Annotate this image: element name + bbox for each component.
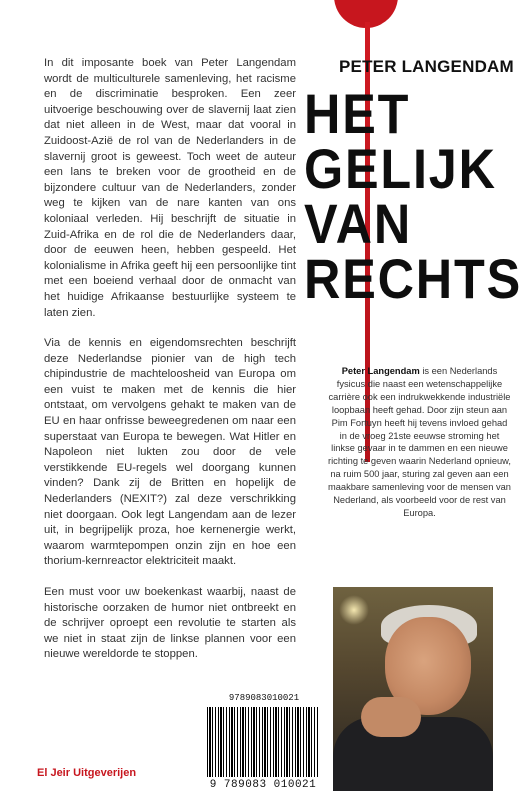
author-photo xyxy=(333,587,493,791)
author-bio xyxy=(328,365,511,520)
publisher-name: El Jeir Uitgeverijen xyxy=(37,767,137,779)
isbn-number-top: 9789083010021 xyxy=(228,693,300,703)
back-cover-blurb xyxy=(44,56,296,678)
bio-author-name: Peter Langendam xyxy=(341,366,420,376)
blurb-paragraph-1: In dit imposante boek van Peter Langendam wordt de multiculturele samenleving, het racisme en de discriminatie besproken. Een zeer uitvoerige beschouwing over de slavernij laat zien dat niet alleen in de West, maar dat vooral in Zuidoost-Azië de rol van de Nederlanders in de slavernij groot is geweest. Toch weet de auteur een lans te breken voor de grootheid en de bijzondere cultuur van de Nederlanders, zonder weg te kijken van de nare kanten van ons koloniaal verleden. Hij beschrijft de situatie in Zuid-Afrika en de rol die de Nederlanders daar, door de eeuwen heen, hebben gespeeld. Het kolonialisme in Afrika geeft hij een persoonlijke tint met een boeiend verhaal door de onmacht van het huidige Afrikaanse bestuurlijke systeem te laten zien. xyxy=(44,57,296,319)
title-line-2: GELIJK xyxy=(304,137,497,200)
isbn-number-bottom: 9 789083 010021 xyxy=(209,779,317,791)
barcode-bars xyxy=(207,707,319,777)
author-name: PETER LANGENDAM xyxy=(339,57,514,76)
isbn-barcode xyxy=(203,693,323,794)
bio-text: is een Nederlands fysicus die naast een wetenschappelijke carrière ook een indrukwekkende industriële loopbaan heeft gehad. Door zijn steun aan Pim Fortuyn heeft hij tevens invloed gehad in de vroeg 21ste eeuwse stroming het linkse gevaar in te dammen en een nieuwe richting te geven waarin Nederland opnieuw, na ruim 500 jaar, sturing zal geven aan een maakbare samenleving voor de mensen van Nederland, als voorbeeld voor de rest van Europa. xyxy=(328,366,511,518)
blurb-paragraph-3: Een must voor uw boekenkast waarbij, naast de historische oorzaken de humor niet ontbreekt en de schrijver oproept een revolutie te starten als we niet in staat zijn de linkse plannen voor een nieuwe wereldorde te stoppen. xyxy=(44,586,296,661)
title-line-4: RECHTS xyxy=(304,247,523,310)
title-line-3: VAN xyxy=(304,192,413,255)
blurb-paragraph-2: Via de kennis en eigendomsrechten beschrijft deze Nederlandse pionier van de high tech chipindustrie de machteloosheid van Europa om een vuist te maken met de kennis die hier ontstaat, om vervolgens gehakt te maken van de EU en haar onfrisse beweegredenen om naar een superstaat van Europa te bewegen. Wat Hitler en Napoleon niet lukten zou door de vele verstikkende EU-regels wel doorgang kunnen vinden? Dank zij de Britten en hopelijk de Nederlanders (NEXIT?) zal deze verschrikking niet doorgaan. Ook legt Langendam aan de lezer uit, in begrijpelijk proza, hoe kernenergie werkt, waarom warmtepompen onzin zijn en hoe een thorium-kernreactor elektriciteit maakt. xyxy=(44,337,296,568)
title-line-1: HET xyxy=(304,82,411,145)
book-title xyxy=(304,82,523,310)
